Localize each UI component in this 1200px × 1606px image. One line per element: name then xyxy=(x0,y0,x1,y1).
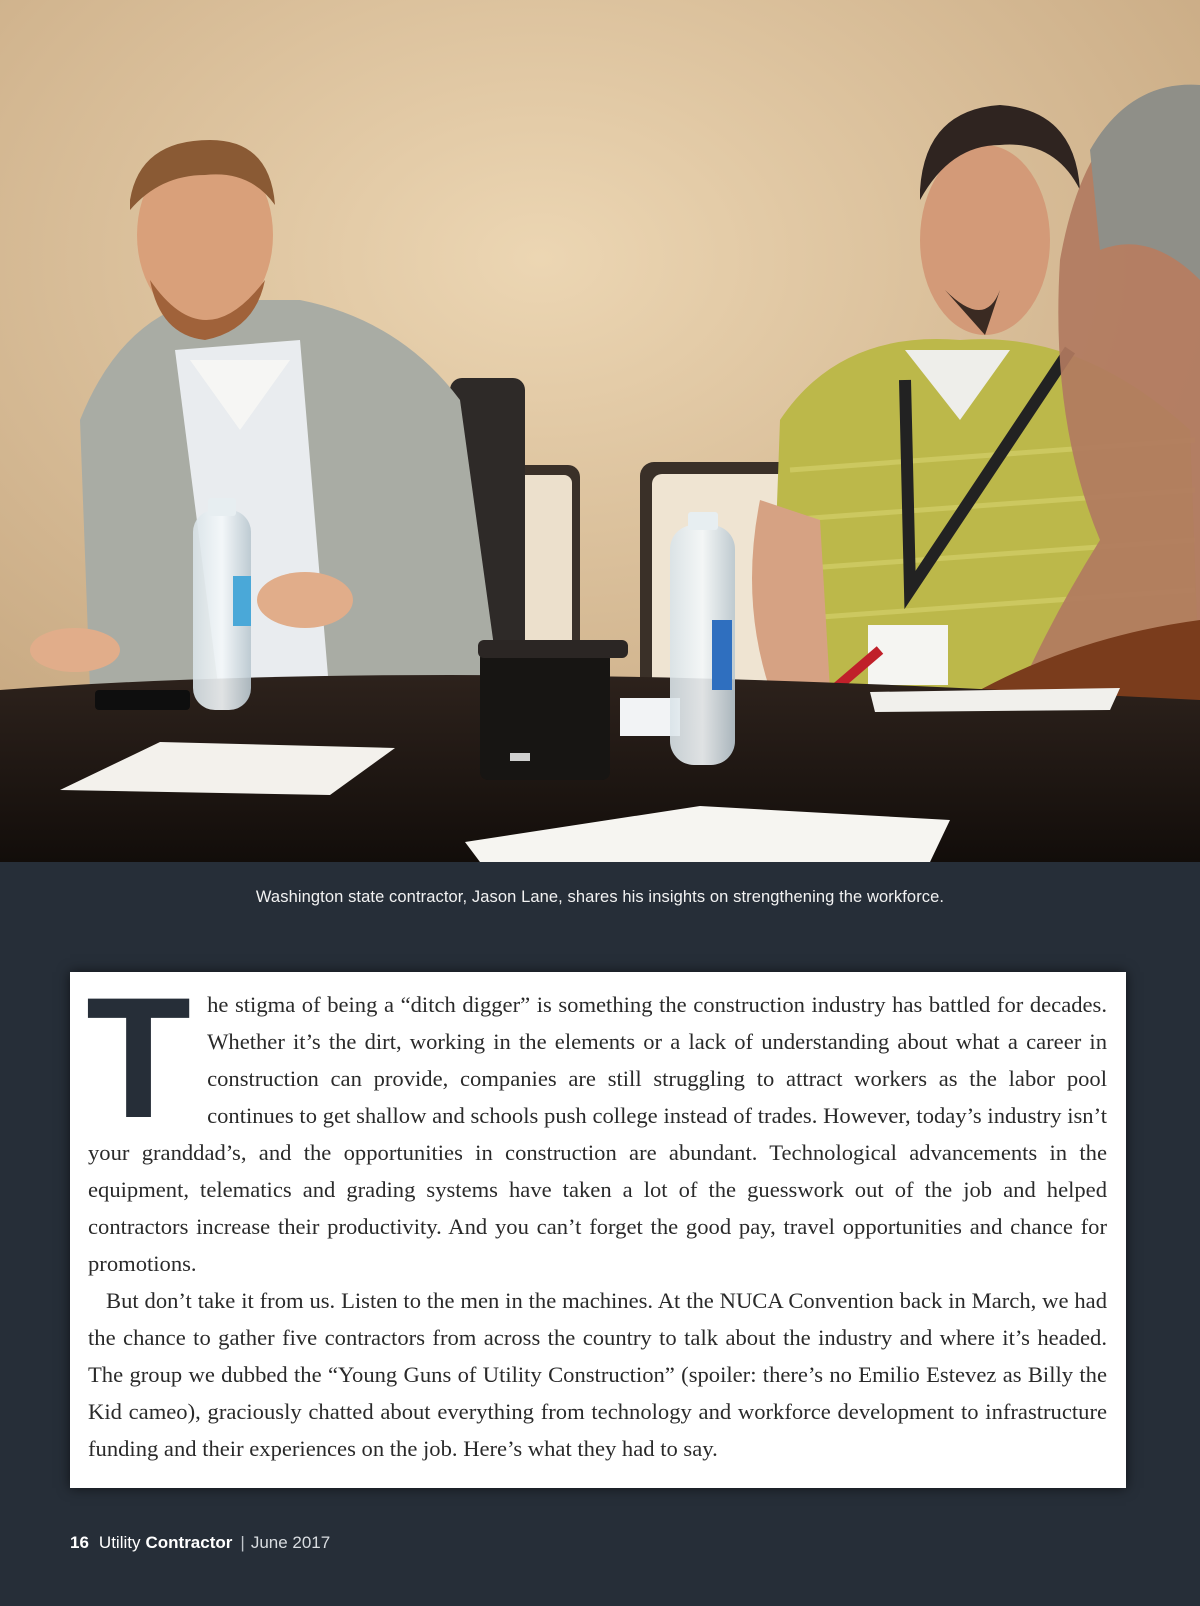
publication-name-part1: Utility xyxy=(98,1533,141,1552)
issue-date: June 2017 xyxy=(250,1533,331,1552)
drop-cap: T xyxy=(86,962,192,1154)
article-paragraph-2: But don’t take it from us. Listen to the men in the machines. At the NUCA Convention back in March, we had the chance to gather five contractors from across the country to talk about the industry and where it’s headed. The group we dubbed the “Young Guns of Utility Construction” (spoiler: there’s no Emilio Estevez as Billy the Kid cameo), graciously chatted about everything from technology and workforce development to infrastructure funding and their experiences on the job. Here’s what they had to say. xyxy=(88,1288,1107,1461)
footer-separator: | xyxy=(240,1533,245,1552)
article-intro-box xyxy=(70,962,1126,1488)
publication-name-part2: Contractor xyxy=(145,1533,233,1552)
paragraph-1-text: he stigma of being a “ditch digger” is something the construction industry has battled for decades. Whether it’s the dirt, working in the elements or a lack of understanding about what a career in construction can provide, companies are still struggling to attract workers as the labor pool continues to get shallow and schools push college instead of trades. However, today’s industry isn’t your granddad’s, and the opportunities in construction are abundant. Technological advancements in the equipment, telematics and grading systems have taken a lot of the guesswork out of the job and helped contractors increase their productivity. And you can’t forget the good pay, travel opportunities and chance for promotions. xyxy=(88,992,1107,1276)
photo-caption: Washington state contractor, Jason Lane, shares his insights on strengthening the workforce. xyxy=(255,888,945,906)
page-footer xyxy=(70,1533,330,1553)
article-paragraph-1 xyxy=(86,962,1107,1282)
page-number: 16 xyxy=(70,1533,89,1552)
